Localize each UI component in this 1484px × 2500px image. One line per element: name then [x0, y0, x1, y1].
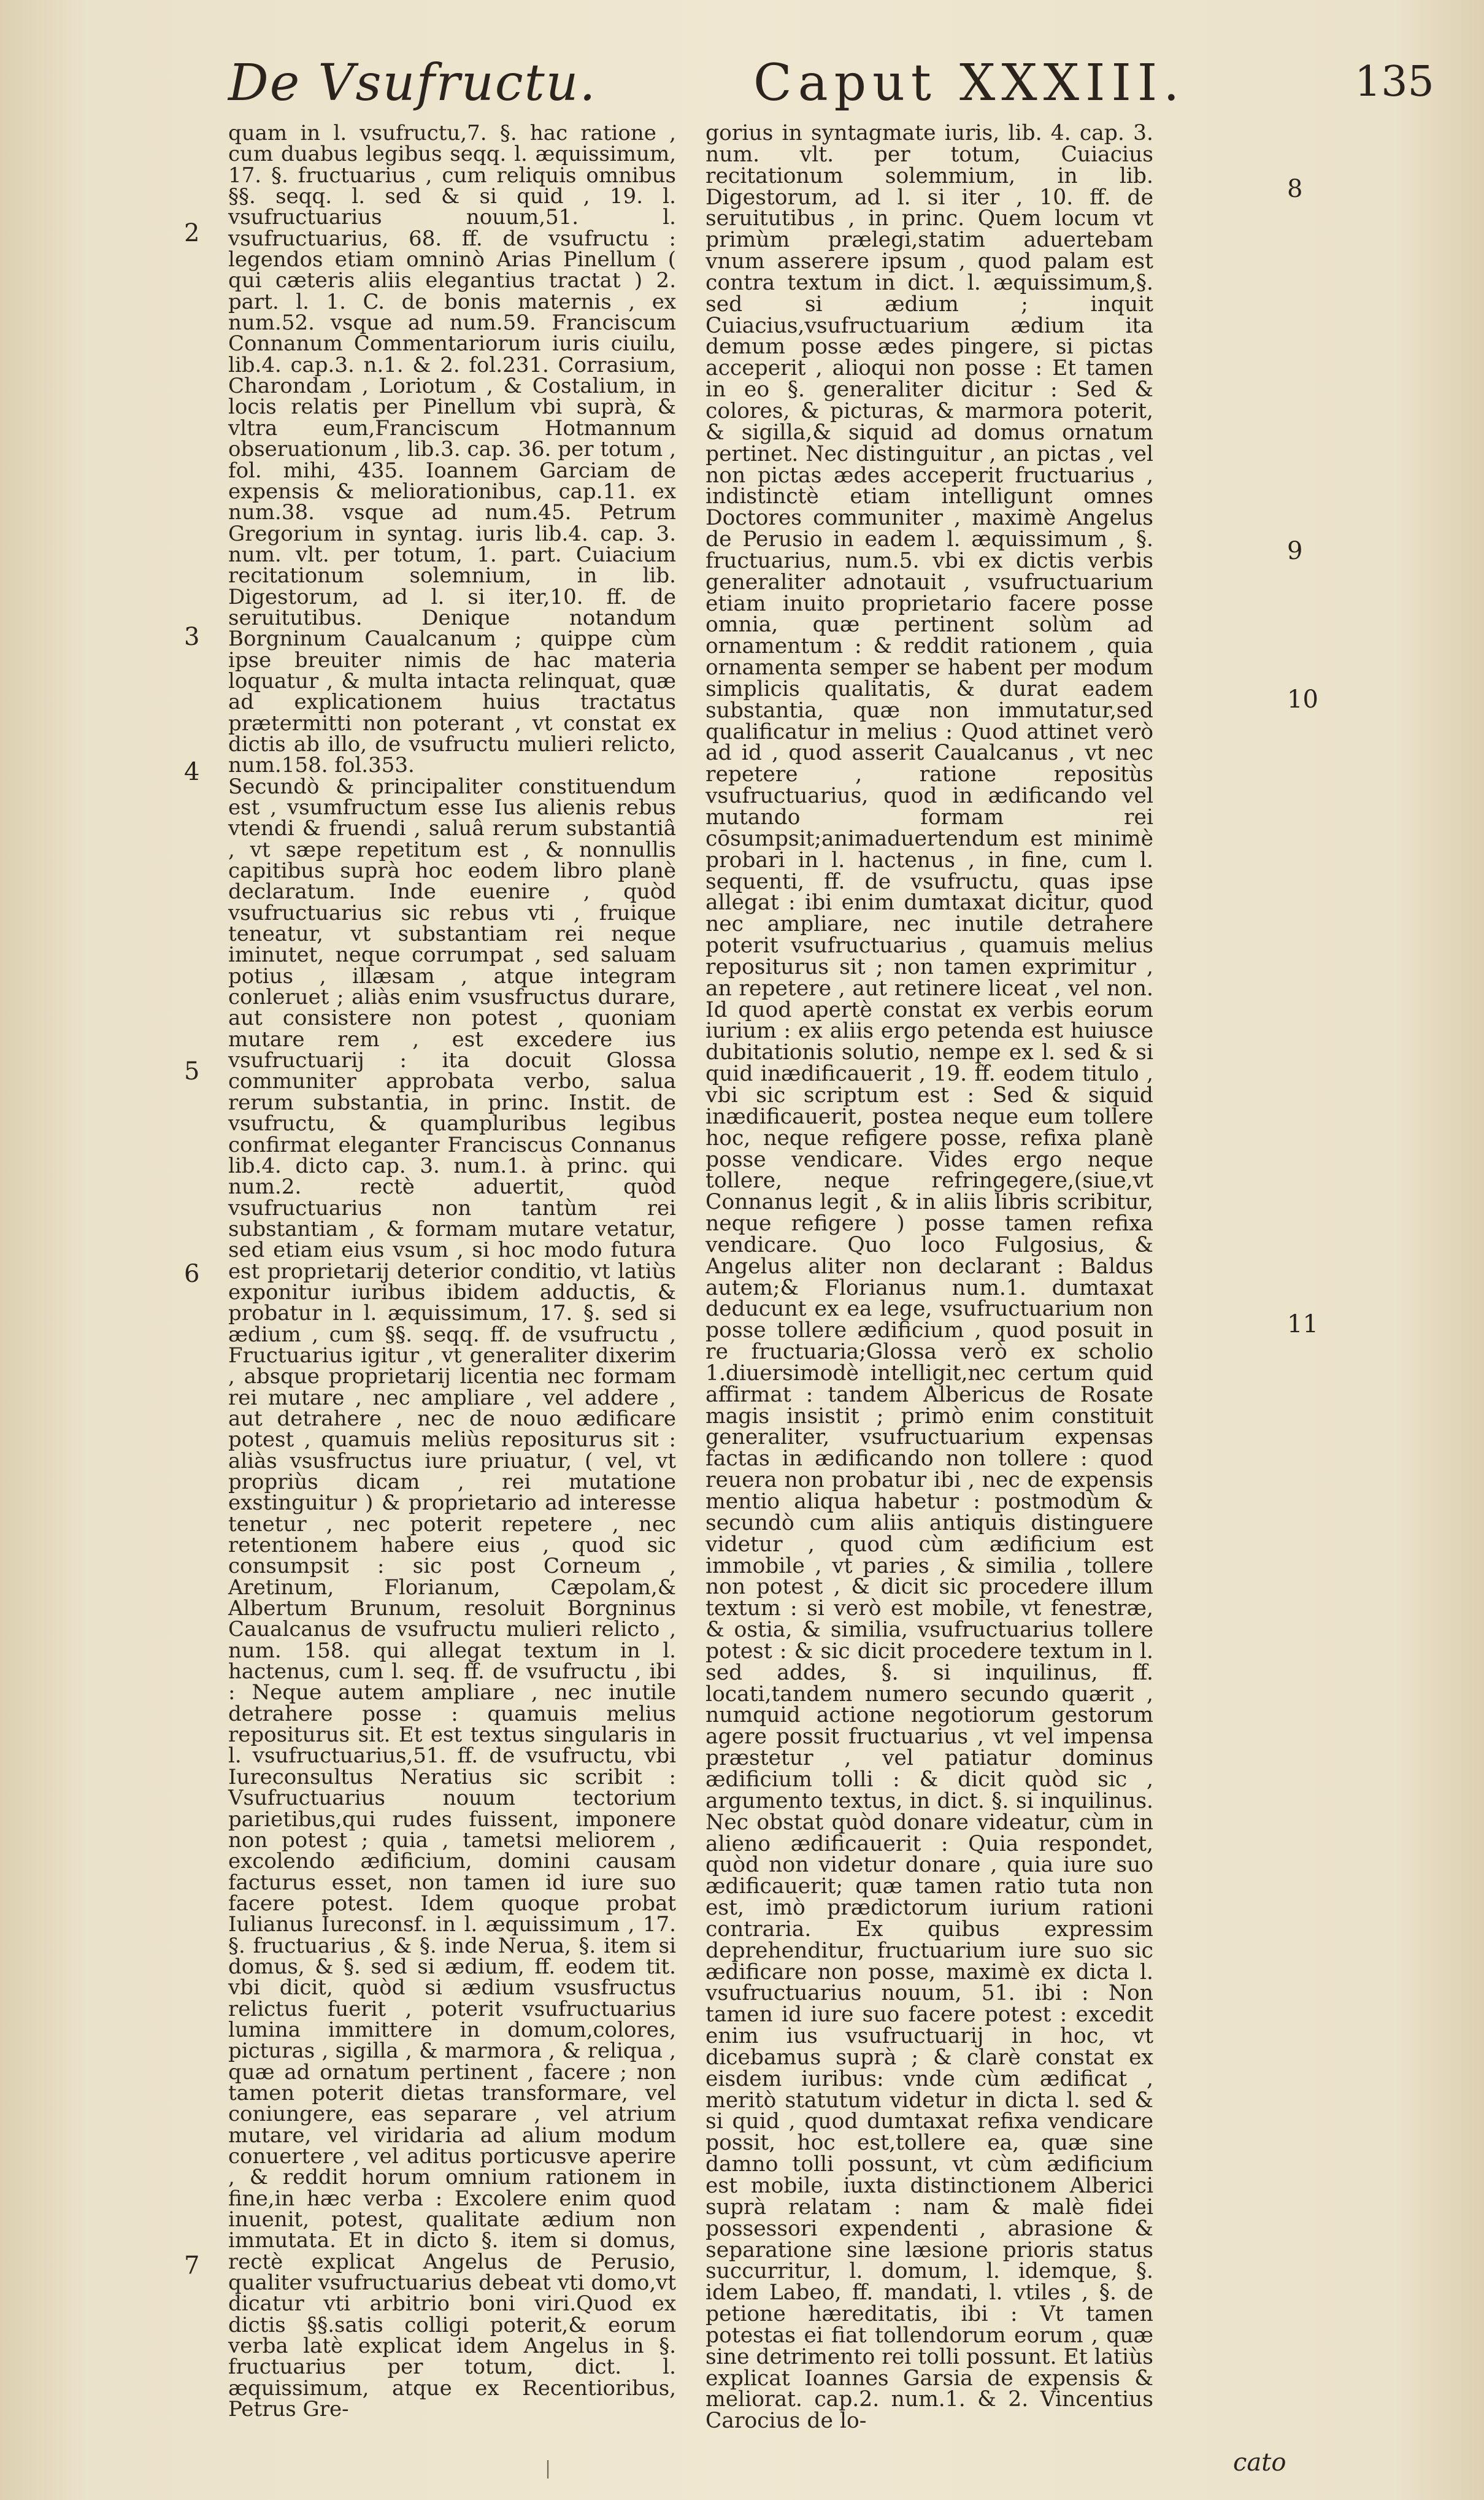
- page-number: 135: [1355, 58, 1434, 106]
- paragraph: Secundò & principaliter constituendum est , vsumfructum esse Ius alienis rebus vtendi & fruendi , saluâ rerum substantiâ , vt sæpe repetitum est , & nonnullis capitibus suprà hoc eodem libro planè declaratum. Inde euenire , quòd vsufructuarius sic rebus vti , fruique teneatur, vt substantiam rei neque iminutet, neque corrumpat , sed saluam potius , illæsam , atque integram conleruet ; aliàs enim vsusfructus durare, aut consistere non potest , quoniam mutare rem , est excedere ius vsufructuarij : ita docuit Glossa communiter approbata verbo, salua rerum substantia, in princ. Instit. de vsufructu, & quampluribus legibus confirmat eleganter Franciscus Connanus lib.4. dicto cap. 3. num.1. à princ. qui num.2. rectè aduertit, quòd vsufructuarius non tantùm rei substantiam , & formam mutare vetatur, sed etiam eius vsum , si hoc modo futura est proprietarij deterior conditio, vt latiùs exponitur iuribus ibidem adductis, & probatur in l. æquissimum, 17. §. sed si ædium , cum §§. seqq. ff. de vsufructu , Fructuarius igitur , vt generaliter dixerim , absque proprietarij licentia nec formam rei mutare , nec ampliare , vel addere , aut detrahere , nec de nouo ædificare potest , quamuis meliùs repositurus sit : aliàs vsusfructus iure priuatur, ( vel, vt propriùs dicam , rei mutatione exstinguitur ) & proprietario ad interesse tenetur , nec poterit repetere , nec retentionem habere eius , quod sic consumpsit : sic post Corneum , Aretinum, Florianum, Cæpolam,& Albertum Brunum, resoluit Borgninus Caualcanus de vsufructu mulieri relicto , num. 158. qui allegat textum in l. hactenus, cum l. seq. ff. de vsufructu , ibi : Neque autem ampliare , nec inutile detrahere posse : quamuis melius repositurus sit. Et est textus singularis in l. vsufructuarius,51. ff. de vsufructu, vbi Iureconsultus Neratius sic scribit : Vsufructuarius nouum tectorium parietibus,qui rudes fuissent, imponere non potest ; quia , tametsi meliorem , excolendo ædificium, domini causam facturus esset, non tamen id iure suo facere potest. Idem quoque probat Iulianus Iureconsf. in l. æquissimum , 17. §. fructuarius , & §. inde Nerua, §. item si domus, & §. sed si ædium, ff. eodem tit. vbi dicit, quòd si ædium vsusfructus relictus fuerit , poterit vsufructuarius lumina immittere in domum,colores, picturas , sigilla , & marmora , & reliqua , quæ ad ornatum pertinent , facere ; non tamen poterit dietas transformare, vel coniungere, eas separare , vel atrium mutare, vel viridaria ad alium modum conuertere , vel aditus porticusve aperire , & reddit horum omnium rationem in fine,in hæc verba : Excolere enim quod inuenit, potest, qualitate ædium non immutata. Et in dicto §. item si domus, rectè explicat Angelus de Perusio, qualiter vsufructuarius debeat vti domo,vt dicatur vti arbitrio boni viri.Quod ex dictis §§.satis colligi poterit,& eorum verba latè explicat idem Angelus in §. fructuarius per totum, dict. l. æquissimum, atque ex Recentioribus, Petrus Gre-: [228, 774, 676, 2422]
- margin-number: 4: [184, 758, 200, 786]
- margin-number: 3: [184, 623, 200, 651]
- margin-number: 11: [1287, 1310, 1318, 1338]
- text-column-left: [228, 123, 676, 2420]
- margin-number: 6: [184, 1260, 200, 1288]
- margin-number: 5: [184, 1057, 200, 1086]
- running-title-center: Caput XXXIII.: [753, 54, 1186, 112]
- margin-number: 7: [184, 2251, 200, 2280]
- footer-mark: |: [545, 2458, 552, 2479]
- paragraph: gorius in syntagmate iuris, lib. 4. cap. 3. num. vlt. per totum, Cuiacius recitationum solemmium, in lib. Digestorum, ad l. si iter , 10. ff. de seruitutibus , in princ. Quem locum vt primùm prælegi,statim aduertebam vnum asserere ipsum , quod palam est contra textum in dict. l. æquissimum,§. sed si ædium ; inquit Cuiacius,vsufructuarium ædium ita demum posse ædes pingere, si pictas acceperit , alioqui non posse : Et tamen in eo §. generaliter dicitur : Sed & colores, & picturas, & marmora poterit, & sigilla,& siquid ad domus ornatum pertinet. Nec distinguitur , an pictas , vel non pictas ædes acceperit fructuarius , indistinctè etiam intelligunt omnes Doctores communiter , maximè Angelus de Perusio in eadem l. æquissimum , §. fructuarius, num.5. vbi ex dictis verbis generaliter adnotauit , vsufructuarium etiam inuito proprietario facere posse omnia, quæ pertinent solùm ad ornamentum : & reddit rationem , quia ornamenta semper se habent per modum simplicis qualitatis, & durat eadem substantia, quæ non immutatur,sed qualificatur in melius : Quod attinet verò ad id , quod asserit Caualcanus , vt nec repetere , ratione repositùs vsufructuarius, quod in ædificando vel mutando formam rei cōsumpsit;animaduertendum est minimè probari in l. hactenus , in fine, cum l. sequenti, ff. de vsufructu, quas ipse allegat : ibi enim dumtaxat dicitur, quod nec ampliare, nec inutile detrahere poterit vsufructuarius , quamuis melius repositurus sit ; non tamen exprimitur , an repetere , aut retinere liceat , vel non. Id quod apertè constat ex verbis eorum iurium : ex aliis ergo petenda est huiusce dubitationis solutio, nempe ex l. sed & si quid inædificauerit , 19. ff. eodem titulo , vbi sic scriptum est : Sed & siquid inædificauerit, postea neque eum tollere hoc, neque refigere posse, refixa planè posse vendicare. Vides ergo neque tollere, neque refringegere,(siue,vt Connanus legit , & in aliis libris scribitur, neque refigere ) posse tamen refixa vendicare. Quo loco Fulgosius, & Angelus aliter non declarant : Baldus autem;& Florianus num.1. dumtaxat deducunt ex ea lege, vsufructuarium non posse tollere ædificium , quod posuit in re fructuaria;Glossa verò ex scholio 1.diuersimodè intelligit,nec certum quid affirmat : tandem Albericus de Rosate magis insistit ; primò enim constituit generaliter, vsufructuarium expensas factas in ædificando non tollere : quod reuera non probatur ibi , nec de expensis mentio aliqua habetur : postmodùm & secundò cum aliis antiquis distinguere videtur , quod cùm ædificium est immobile , vt paries , & similia , tollere non potest , & dicit sic procedere illum textum : si verò est mobile, vt fenestræ, & ostia, & similia, vsufructuarius tollere potest : & sic dicit procedere textum in l. sed addes, §. si inquilinus, ff. locati,tandem numero secundo quærit , numquid actione negotiorum gestorum agere possit fructuarius , vt vel impensa præstetur , vel patiatur dominus ædificium tolli : & dicit quòd sic , argumento textus, in dict. §. si inquilinus. Nec obstat quòd donare videatur, cùm in alieno ædificauerit : Quia respondet, quòd non videtur donare , quia iure suo ædificauerit; quæ tamen ratio tuta non est, imò prædictorum iurium rationi contraria. Ex quibus expressim deprehenditur, fructuarium iure suo sic ædificare non posse, maximè ex dicta l. vsufructuarius nouum, 51. ibi : Non tamen id iure suo facere potest : excedit enim ius vsufructuarij in hoc, vt dicebamus suprà ; & clarè constat ex eisdem iuribus: vnde cùm ædificat , meritò statutum videtur in dicta l. sed & si quid , quod dumtaxat refixa vendicare possit, hoc est,tollere ea, quæ sine damno tolli possunt, vt cùm ædificium est mobile, iuxta distinctionem Alberici suprà relatam : nam & malè fidei possessori expendenti , abrasione & separatione sine læsione prioris status succurritur, l. domum, l. idemque, §. idem Labeo, ff. mandati, l. vtiles , §. de petione hæreditatis, ibi : Vt tamen potestas ei fiat tollendorum eorum , quæ sine detrimento rei tolli possunt. Et latiùs explicat Ioannes Garsia de expensis & meliorat. cap.2. num.1. & 2. Vincentius Carocius de lo-: [705, 121, 1153, 2434]
- margin-number: 10: [1287, 685, 1318, 714]
- text-column-right: [705, 123, 1153, 2432]
- margin-number: 8: [1287, 175, 1303, 203]
- margin-number: 2: [184, 219, 200, 247]
- catchword: cato: [1233, 2448, 1286, 2477]
- paragraph: quam in l. vsufructu,7. §. hac ratione , cum duabus legibus seqq. l. æquissimum, 17. §. fructuarius , cum reliquis omnibus §§. seqq. l. sed & si quid , 19. l. vsufructuarius nouum,51. l. vsufructuarius, 68. ff. de vsufructu : legendos etiam omninò Arias Pinellum ( qui cæteris aliis elegantius tractat ) 2. part. l. 1. C. de bonis maternis , ex num.52. vsque ad num.59. Franciscum Connanum Commentariorum iuris ciuilu, lib.4. cap.3. n.1. & 2. fol.231. Corrasium, Charondam , Loriotum , & Costalium, in locis relatis per Pinellum vbi suprà, & vltra eum,Franciscum Hotmannum obseruationum , lib.3. cap. 36. per totum , fol. mihi, 435. Ioannem Garciam de expensis & meliorationibus, cap.11. ex num.38. vsque ad num.45. Petrum Gregorium in syntag. iuris lib.4. cap. 3. num. vlt. per totum, 1. part. Cuiacium recitationum solemnium, in lib. Digestorum, ad l. si iter,10. ff. de seruitutibus. Denique notandum Borgninum Caualcanum ; quippe cùm ipse breuiter nimis de hac materia loquatur , & multa intacta relinquat, quæ ad explicationem huius tractatus prætermitti non poterant , vt constat ex dictis ab illo, de vsufructu mulieri relicto, num.158. fol.353.: [228, 121, 676, 778]
- margin-number: 9: [1287, 537, 1303, 565]
- running-title-left: De Vsufructu.: [228, 54, 597, 112]
- running-header: [0, 54, 1484, 122]
